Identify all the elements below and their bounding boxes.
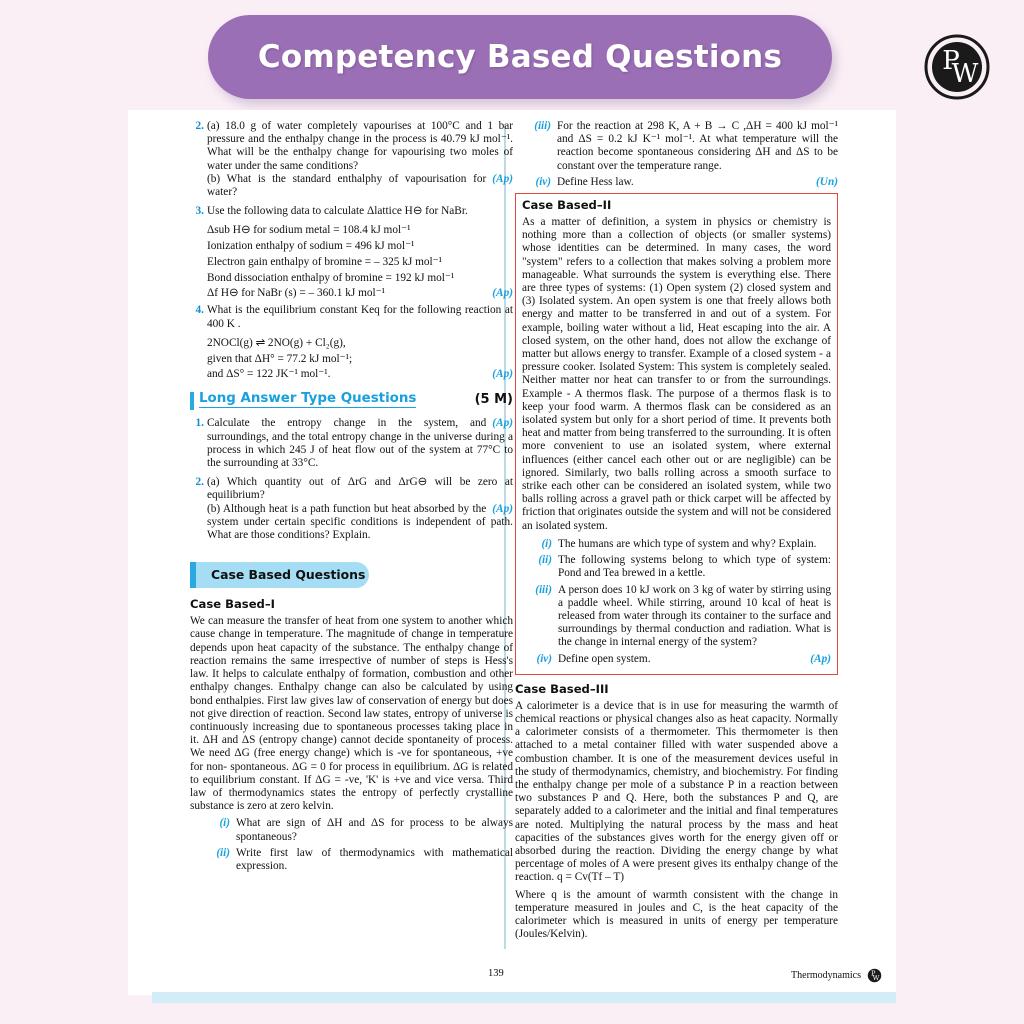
data-line: Δsub H⊖ for sodium metal = 108.4 kJ mol⁻¹ [207,224,411,237]
sub-question-text: The following systems belong to which type of system: Pond and Tea brewed in a kettle. [558,554,831,580]
sub-question-text: The humans are which type of system and why? Explain. [558,537,817,550]
sub-question-text: For the reaction at 298 K, A + B → C ,ΔH = 400 kJ mol⁻¹ and ΔS = 0.2 kJ K⁻¹ mol⁻¹. At what temperature will the reaction become spontaneous considering ΔH and ΔS to be constant over the temperature range. [557,120,838,172]
svg-text:W: W [872,974,880,983]
question-text: Calculate the entropy change in the system, and surroundings, and the total entropy change in the universe during a process in which 245 J of heat flow out of the system at 77°C to the surrounding at 33°C. [207,417,513,470]
sub-question-text: Define Hess law. [557,175,634,188]
question-text: (b) What is the standard enthalphy of vapourisation for water? [207,172,487,199]
section-header-long-answer [190,392,513,411]
sub-question-number: (iii) [535,583,552,596]
question-number: 2. [195,120,204,132]
data-line: 2NOCl(g) ⇌ 2NO(g) + Cl₂(g), [207,336,346,349]
question-number: 4. [195,304,204,317]
section-accent-bar [190,392,194,410]
sub-question-number: (i) [541,537,552,550]
question-mark: (Ap) [492,502,513,515]
case-based-2-box [515,193,838,675]
question-item [190,476,513,542]
left-column [190,120,513,876]
case-body: As a matter of definition, a system in physics or chemistry is nothing more than a collection of objects (or smaller systems) whose identities can be determined. In many cases, the word "system" refers to a collection that makes solving a problem more manageable. What surrounds the system is everything else. There are three types of systems: (1) Open system (2) closed system and (3) Isolated system. An open system is one that freely allows both energy and matter to be transferred in and out of a system. For example, boiling water without a lid, Heat escaping into the air. A closed system, on the other hand, does not allow the exchange of matter but allows energy to transfer. Example of a closed system - a pressure cooker. Isolated System: This system is completely sealed. Neither matter nor heat can transfer to or from the surroundings. Example - A thermos flask. The purpose of a thermos flask is to keep your food warm. A thermos flask can be considered as an isolated system but only for a short period of time. It prevents both heat and matter from being transferred to the surrounding. It is often more convenient to use an isolated system, where external influences (either cancel each other out or are negligible) can be ignored. Similarly, two balls rolling across a smooth surface to strike each other can be considered an isolated system, while two balls rolling across a gravel path or thick carpet will be affected by friction that originates outside the system and will not be considered an isolated system. [522,216,831,532]
sub-question-number: (ii) [538,554,552,567]
bottom-accent-bar [152,992,896,1003]
pw-logo-small-icon [867,968,882,983]
sub-question-number: (i) [219,817,230,830]
data-line [207,368,513,381]
data-line [207,287,513,300]
question-number: 2. [195,476,204,489]
case-title: Case Based–III [515,681,609,696]
question-text: Use the following data to calculate Δlattice H⊖ for NaBr. [207,205,468,218]
question-number: 1. [195,417,204,430]
case-body: A calorimeter is a device that is in use for measuring the warmth of chemical reactions or physical changes also as heat capacity. Normally a calorimeter consists of a thermometer. This thermometer is then attached to a metal container filled with water suspended above a combustion chamber. It is one of the measurement devices useful in the study of thermodynamics, chemistry, and biochemistry. For finding the enthalpy change per mole of a substance P in a reaction between two substances P and Q. Here, both the substances P and Q, are separately added to a calorimeter and the initial and final temperatures are noted. Multiplying the natural process by the mass and heat capacities of the substances gives worth for the energy given off or absorbed during the reaction. Dividing the energy change by what percentage of moles of A were present gives its enthalpy change of the reaction. q = Cv(Tf – T) [515,699,838,884]
sub-question-text: A person does 10 kJ work on 3 kg of water by stirring using a paddle wheel. While stirring, around 10 kcal of heat is released from water through its container to the surface and surroundings by thermal conduction and radiation. What is the change in internal energy of the system? [558,583,831,649]
data-line-text: and ΔS° = 122 JK⁻¹ mol⁻¹. [207,368,331,381]
question-text: What is the equilibrium constant Keq for the following reaction at 400 K . [207,304,513,330]
pw-logo [921,31,993,103]
page-footer [128,968,896,992]
sub-question-text: What are sign of ΔH and ΔS for process to be always spontaneous? [236,817,513,843]
question-item [190,417,513,470]
svg-text:P: P [870,969,876,978]
sub-question-number: (iii) [534,120,551,132]
question-item [190,120,513,199]
sub-question [529,120,838,173]
sub-question [530,554,831,580]
sub-question-number: (iv) [536,652,552,665]
question-text: (a) Which quantity out of ΔrG and ΔrG⊖ will be zero at equilibrium? [207,476,513,502]
sub-question-number: (ii) [216,846,230,859]
chapter-name: Thermodynamics [791,970,861,981]
section-accent-bar [190,562,196,588]
two-column-body [128,110,896,962]
question-text: (b) Although heat is a path function but heat absorbed by the system under certain specific conditions is independent of path. What are those conditions? Explain. [207,502,513,542]
question-item [190,304,513,330]
question-mark: (Ap) [492,172,513,185]
data-line: Ionization enthalpy of sodium = 496 kJ mol⁻¹ [207,240,415,253]
data-line: Bond dissociation enthalpy of bromine = 192 kJ mol⁻¹ [207,271,455,284]
question-mark: (Ap) [492,287,513,300]
question-text: (a) 18.0 g of water completely vapourises at 100°C and 1 bar pressure and the enthalpy change in the process is 40.79 kJ mol⁻¹. What will be the enthalpy change for vapourising two moles of water under the same conditions? [207,120,513,172]
question-mark: (Ap) [810,652,831,665]
section-label: Case Based Questions [211,567,366,583]
right-column [515,120,838,945]
section-marks: (5 M) [474,392,513,408]
sub-question-number: (iv) [535,175,551,188]
page-number: 139 [488,968,504,979]
section-label: Long Answer Type Questions [199,391,417,407]
sub-question [530,653,831,666]
question-number: 3. [195,205,204,218]
page-sheet [128,110,896,995]
sub-question [530,538,831,551]
svg-text:P: P [942,46,960,76]
sub-question [208,847,513,873]
section-header-case-based [190,562,513,588]
question-mark: (Ap) [492,417,513,430]
question-mark: (Un) [816,175,838,188]
sub-question [529,176,838,189]
case-title: Case Based–II [522,198,612,213]
case-title: Case Based–I [190,597,275,612]
case-body: We can measure the transfer of heat from one system to another which cause change in temperature. The magnitude of change in temperature depends upon heat capacity of the substance. The enthalpy change of reaction remains the same irrespective of number of steps is Hess's law. It helps to calculate enthalpy of formation, combustion and other enthalpy changes. Enthalpy change can also be calculated by using bond enthalpies. First law gives law of conservation of energy but does not give direction of reaction. Second law states, entropy of universe is continuously increasing due to spontaneous processes taking place in it. ΔH and ΔS (entropy change) cannot decide spontaneity of process. We need ΔG (free energy change) which is -ve for spontaneous, +ve for non- spontaneous. ΔG = 0 for process in equilibrium. ΔG is related to equilibrium constant. If ΔG = -ve, 'K' is +ve and vice versa. Third law of thermodynamics states the entropy of perfectly crystalline substance is zero at zero kelvin. [190,615,513,813]
data-line: given that ΔH° = 77.2 kJ mol⁻¹; [207,352,353,365]
sub-question [530,584,831,650]
page-title: Competency Based Questions [257,39,783,75]
header-banner [208,15,832,99]
data-line: Electron gain enthalpy of bromine = – 325 kJ mol⁻¹ [207,255,443,268]
case-body: Where q is the amount of warmth consistent with the change in temperature measured in joules and C, is the heat capacity of the calorimeter which is measured in units of energy per temperature (Joules/Kelvin). [515,888,838,941]
footer-right [791,968,882,983]
question-item [190,205,513,218]
sub-question-text: Define open system. [558,652,651,665]
question-mark: (Ap) [492,368,513,381]
sub-question-text: Write first law of thermodynamics with mathematical expression. [236,846,513,872]
sub-question [208,817,513,843]
svg-text:W: W [951,59,979,89]
data-line-text: Δf H⊖ for NaBr (s) = – 360.1 kJ mol⁻¹ [207,287,386,300]
